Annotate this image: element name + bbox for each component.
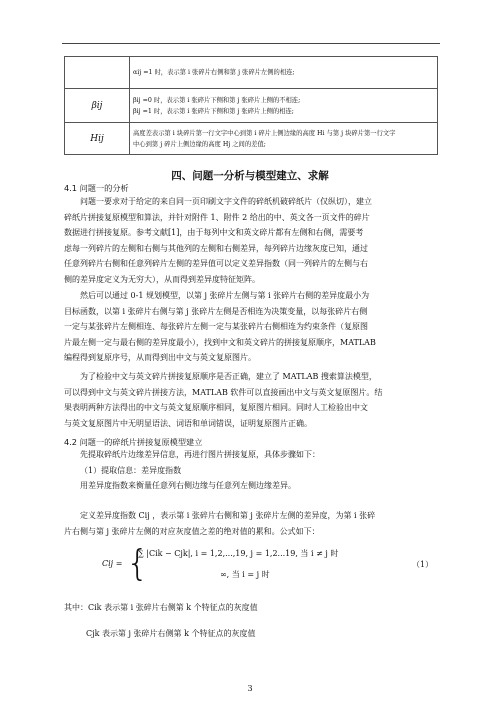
paragraph-programming: [64, 288, 436, 366]
text-line: 目标函数，以第 i 张碎片右侧与第 j 张碎片左侧是否相连为决策变量，以每张碎片右侧: [64, 306, 368, 316]
text-line: 定义差异度指数 Cij ，表示第 i 张碎片右侧和第 j 张碎片左侧的差异度，为第 i 张碎: [80, 511, 376, 520]
description-line: βij =1 时，表示第 i 张碎片下侧和第 j 张碎片上侧的相连;: [133, 107, 294, 115]
equation-case-1: ∑ |Cik − Cjk|, i = 1,2,...,19, j = 1,2...19, 当 i ≠ j 时: [138, 549, 339, 558]
text-line: 编程得到复原序号，从而得到出中文与英文复原图片。: [64, 353, 256, 363]
symbol-cell: βij: [65, 89, 130, 123]
header-rule: [62, 43, 440, 44]
description-line: βij =0 时，表示第 i 张碎片下侧和第 j 张碎片上侧的不相连;: [133, 96, 301, 104]
text-line: 先提取碎纸片边缘差异信息，再进行图片拼接复原，具体步骤如下：: [80, 450, 320, 459]
paragraph-where: [86, 626, 436, 642]
text-line: 其中：Cik 表示第 i 张碎片右侧第 k 个特征点的灰度值: [64, 603, 258, 612]
text-line: 问题一要求对于给定的来自同一页印刷文字文件的碎纸机破碎纸片（仅纵切），建立: [80, 197, 372, 206]
text-line: （1）提取信息：差异度指数: [80, 465, 182, 475]
paragraph-analysis: [64, 194, 436, 288]
text-line: 任意列碎片右侧和任意列碎片左侧的差异值可以定义差异指数（同一列碎片的左侧与右: [64, 259, 368, 269]
text-line: 与英文复原图片中无明显语法、词语和单词错误，证明复原图片正确。: [64, 418, 312, 428]
paragraph-where: [64, 600, 436, 616]
subsection-heading: 4.1 问题一的分析: [64, 183, 129, 193]
text-line: 碎纸片拼接复原模型和算法，并针对附件 1、附件 2 给出的中、英文各一页文件的碎片: [64, 212, 370, 222]
text-line: 为了检验中文与英文碎片拼接复原顺序是否正确，建立了 MATLAB 搜索算法模型，: [80, 372, 377, 381]
description-cell: [130, 123, 438, 155]
symbol-table: [64, 56, 438, 155]
text-line: 可以得到中文与英文碎片拼接方法，MATLAB 软件可以直接画出中文与英文复原图片。结: [64, 387, 383, 397]
symbol-table-row: [65, 89, 438, 123]
description-cell: [130, 89, 438, 123]
paragraph-definition: [64, 508, 436, 539]
symbol-table-row: [65, 57, 438, 89]
equation-number: （1）: [412, 560, 434, 569]
text-line: 侧的差异度定义为无穷大），从而得到差异度特征矩阵。: [64, 274, 260, 284]
text-line: 虑每一列碎片的左侧和右侧与其他列的左侧和右侧差异，每列碎片边缘灰度已知，通过: [64, 243, 368, 253]
section-title: 四、问题一分析与模型建立、求解: [171, 170, 329, 182]
description-line: αij =1 时，表示第 i 张碎片右侧和第 j 张碎片左侧的相连;: [133, 69, 295, 76]
equation-1: [100, 545, 436, 587]
text-line: 片右侧与第 j 张碎片左侧的对应灰度值之差的绝对值的累和。公式如下：: [64, 526, 320, 536]
text-line: 片最左侧一定与最右侧的差异度最小），找到中文和英文碎片的拼接复原顺序，MATLAB: [64, 337, 376, 347]
symbol-cell: [65, 57, 130, 89]
description-line: 高度差表示第 i 块碎片第一行文字中心到第 i 碎片上侧边缘的高度 Hi 与第 j 块碎片第一行文字: [133, 129, 396, 137]
page-number: 3: [247, 684, 253, 693]
text-line: Cjk 表示第 j 张碎片右侧第 k 个特征点的灰度值: [86, 629, 256, 638]
equation-brace: {: [126, 543, 149, 584]
text-line: 一定与某张碎片左侧相连、每张碎片左侧一定与某张碎片右侧相连为约束条件（复原图: [64, 322, 368, 332]
description-cell: [130, 57, 438, 89]
subsection-heading: 4.2 问题一的碎纸片拼接复原模型建立: [64, 437, 203, 447]
text-line: 用差异度指数来衡量任意列右侧边缘与任意列左侧边缘差异。: [80, 481, 296, 491]
equation-lhs: Cij =: [102, 559, 123, 568]
text-line: 果表明两种方法得出的中文与英文复原顺序相同，复原图片相同。同时人工检验出中文: [64, 403, 368, 413]
paragraph-verification: [64, 369, 436, 431]
equation-case-2: ∞, 当 i = j 时: [220, 570, 270, 579]
symbol-table-row: [65, 123, 438, 155]
description-line: 中心到第 j 碎片上侧边缘的高度 Hj 之间的差值;: [133, 140, 266, 148]
text-line: 数据进行拼接复原。参考文献[1]，由于每列中文和英文碎片都有左侧和右侧，需要考: [64, 228, 364, 238]
text-line: 然后可以通过 0-1 规划模型，以第 j 张碎片左侧与第 i 张碎片右侧的差异度最小为: [80, 291, 370, 300]
symbol-cell: Hij: [65, 123, 130, 155]
paragraph-steps: [64, 447, 436, 494]
